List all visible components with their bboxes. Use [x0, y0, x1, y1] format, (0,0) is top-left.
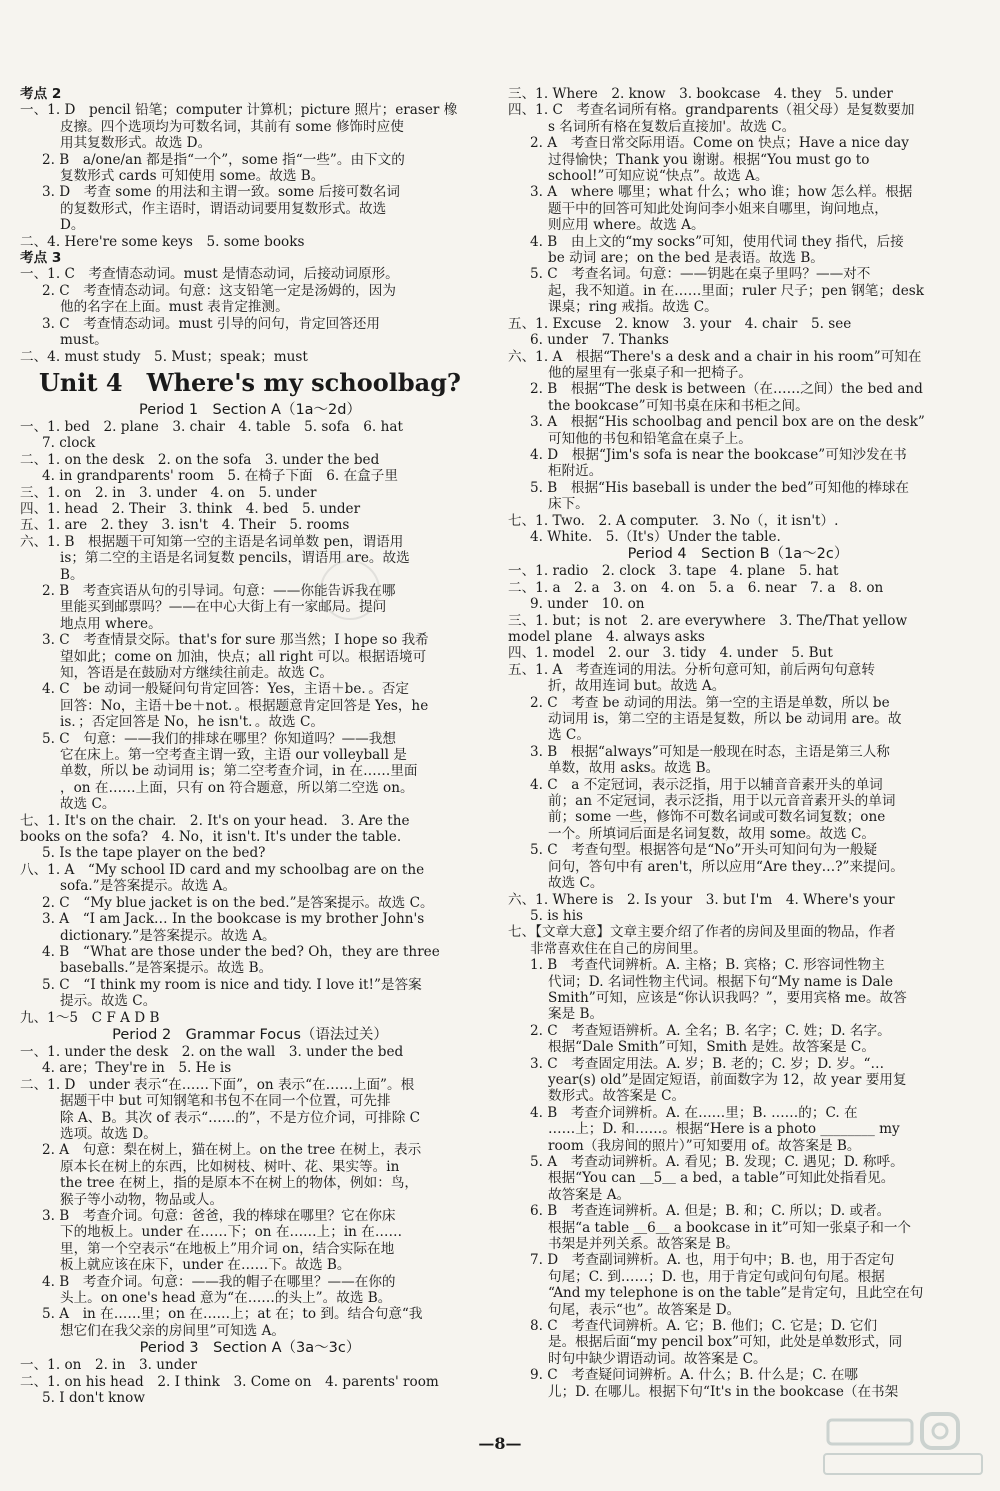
answer-line: 五、1. are 2. they 3. isn't 4. Their 5. rooms [20, 517, 350, 534]
answer-line: 知，答语是在鼓励对方继续往前走。故选 C。 [60, 665, 334, 681]
answer-line: 句尾，表示“也”。故答案是 D。 [548, 1301, 741, 1318]
answer-line: 4. B “What are those under the bed? Oh，they are three [42, 943, 440, 960]
answer-line: 二、4. must study 5. Must；speak；must [20, 348, 308, 365]
section-heading: 考点 2 [20, 86, 62, 102]
answer-line: the tree 在树上，指的是原本不在树上的物体，例如：鸟， [60, 1175, 419, 1192]
answer-line: 三、1. but；is not 2. are everywhere 3. The/That yellow [508, 612, 908, 629]
answer-line: 7. D 考查副词辨析。A. 也，用于句中；B. 也，用于否定句 [530, 1252, 895, 1269]
answer-line: 则应用 where。故选 A。 [548, 217, 705, 234]
answer-line: 九、1～5 C F A D B [20, 1009, 160, 1026]
answer-line: 案是 B。 [548, 1006, 604, 1023]
answer-line: 3. A “I am Jack… In the bookcase is my brother John's [42, 911, 425, 928]
answer-line: 9. under 10. on [530, 596, 645, 613]
answer-line: 5. C “I think my room is nice and tidy. I love it!”是答案 [42, 976, 422, 993]
answer-line: 六、1. A 根据“There's a desk and a chair in his room”可知在 [508, 348, 922, 365]
answer-line: 4. C a 不定冠词，表示泛指，用于以辅音音素开头的单词 [530, 776, 883, 793]
answer-line: 想它们在我父亲的房间里”可知选 A。 [60, 1322, 285, 1339]
answer-line: year(s) old”是固定短语，前面数字为 12，故 year 要用复 [548, 1071, 907, 1088]
answer-line: 单数，所以 be 动词用 is；第二空考查介词，in 在……里面 [60, 763, 418, 780]
answer-line: 问句，答句中有 aren't，所以应用“Are they…?”来提问。 [548, 858, 904, 875]
answer-line: 2. C 考查 be 动词的用法。第一空的主语是单数，所以 be [530, 694, 890, 711]
answer-line: 代词；D. 名词性物主代词。根据下句“My name is Dale [548, 973, 893, 990]
answer-line: 2. A 句意：梨在树上，猫在树上。on the tree 在树上，表示 [42, 1142, 422, 1159]
answer-line: 2. C 考查短语辨析。A. 全名；B. 名字；C. 姓；D. 名字。 [530, 1022, 891, 1039]
answer-line: 一、1. D pencil 铅笔；computer 计算机；picture 照片；eraser 橡 [20, 102, 458, 119]
answer-line: 复数形式 cards 可知使用 some。故选 B。 [60, 168, 325, 185]
answer-line: 据题干中 but 可知钢笔和书包不在同一个位置，可先排 [60, 1093, 391, 1110]
answer-line: 用其复数形式。故选 D。 [60, 135, 212, 152]
period-heading: Period 1 Section A（1a～2d） [139, 401, 361, 418]
answer-line: 他的名字在上面。must 表肯定推测。 [60, 299, 289, 316]
answer-line: 七、1. It's on the chair. 2. It's on your head. 3. Are the [20, 812, 410, 829]
answer-line: 三、1. Where 2. know 3. bookcase 4. they 5. under [508, 86, 893, 102]
answer-line: 5. A 考查动词辨析。A. 看见；B. 发现；C. 遇见；D. 称呼。 [530, 1154, 904, 1170]
answer-line: 头上。on one's head 意为“在……的头上”。故选 B。 [60, 1290, 392, 1307]
answer-line: 里，第一个空表示“在地板上”用介词 on，结合实际在地 [60, 1240, 395, 1257]
answer-line: baseballs.”是答案提示。故选 B。 [60, 960, 273, 977]
answer-line: be 动词 are；on the bed 是表语。故选 B。 [548, 250, 824, 267]
answer-line: 四、1. C 考查名词所有格。grandparents（祖父母）是复数要加 [508, 102, 915, 119]
answer-line: sofa.”是答案提示。故选 A。 [60, 878, 237, 895]
answer-line: 起，我不知道。in 在……里面；ruler 尺子；pen 钢笔；desk [548, 282, 924, 299]
answer-line: 3. C 考查情态动词。must 引导的问句，肯定回答还用 [42, 315, 380, 332]
answer-line: “And my telephone is on the table”是肯定句，且此空在句 [548, 1285, 924, 1302]
answer-line: 二、1. D under 表示“在……下面”，on 表示“在……上面”。根 [20, 1076, 415, 1093]
answer-line: 2. B a/one/an 都是指“一个”，some 指“一些”。由下文的 [42, 151, 405, 168]
period-heading: Period 3 Section A（3a～3c） [139, 1340, 361, 1357]
answer-line: 二、1. on his head 2. I think 3. Come on 4. parents' room [20, 1373, 439, 1390]
answer-line: 一、1. under the desk 2. on the wall 3. under the bed [20, 1043, 404, 1060]
answer-line: 4. are；They're in 5. He is [42, 1060, 232, 1077]
answer-line: 2. A 考查日常交际用语。Come on 快点；Have a nice day [530, 135, 909, 152]
answer-line: 4. White. 5.（It's）Under the table. [530, 528, 781, 545]
answer-line: 八、1. A “My school ID card and my schoolbag are on the [20, 861, 425, 878]
answer-line: is．；否定回答是 No，he isn't．。故选 C。 [60, 714, 324, 731]
answer-line: 1. B 考查代词辨析。A. 主格；B. 宾格；C. 形容词性物主 [530, 957, 885, 974]
answer-line: 根据“Dale Smith”可知，Smith 是姓。故答案是 C。 [548, 1039, 875, 1056]
left-column [20, 86, 480, 1406]
answer-line: 六、1. B 根据题干可知第一空的主语是名词单数 pen，谓语用 [20, 533, 404, 550]
answer-line: is；第二空的主语是名词复数 pencils，谓语用 are。故选 [60, 550, 410, 567]
answer-line: 单数，故用 asks。故选 B。 [548, 760, 720, 777]
answer-line: 7. clock [42, 435, 96, 452]
answer-line: 里能买到邮票吗？——在中心大街上有一家邮局。提问 [60, 599, 387, 616]
answer-line: B。 [60, 566, 84, 583]
answer-line: 6. under 7. Thanks [530, 332, 669, 349]
answer-line: 六、1. Where is 2. Is your 3. but I'm 4. Where's your [508, 891, 895, 908]
answer-line: D。 [60, 217, 85, 234]
answer-line: 七、1. Two. 2. A computer. 3. No（，it isn't）. [508, 512, 839, 529]
answer-line: 它在床上。第一空考查主谓一致，主语 our volleyball 是 [60, 747, 407, 764]
answer-line: 二、1. on the desk 2. on the sofa 3. under the bed [20, 451, 380, 468]
answer-line: 一、1. C 考查情态动词。must 是情态动词，后接动词原形。 [20, 266, 399, 283]
answer-line: 一、1. on 2. in 3. under [20, 1357, 198, 1374]
period-heading: Period 4 Section B（1a～2c） [627, 546, 849, 563]
answer-line: 二、1. a 2. a 3. on 4. on 5. a 6. near 7. a 8. on [508, 579, 884, 596]
period-heading: Period 2 Grammar Focus（语法过关） [112, 1026, 388, 1043]
answer-line: 5. C 句意：——我们的排球在哪里？你知道吗？——我想 [42, 730, 396, 747]
answer-line: 4. B 由上文的“my socks”可知，使用代词 they 指代，后接 [530, 233, 904, 250]
answer-line: 儿；D. 在哪儿。根据下句“It's in the bookcase（在书架 [548, 1383, 899, 1400]
answer-line: 非常喜欢住在自己的房间里。 [530, 940, 707, 957]
right-column [508, 86, 968, 1400]
unit-title: Unit 4 Where's my schoolbag? [38, 367, 461, 397]
answer-line: 选项。故选 D。 [60, 1125, 157, 1142]
answer-line: 一个。所填词后面是名词复数，故用 some。故选 C。 [548, 825, 876, 842]
answer-line: books on the sofa? 4. No，it isn't. It's under the table. [20, 829, 402, 846]
answer-line: 5. I don't know [42, 1390, 145, 1407]
answer-line: 猴子等小动物，物品或人。 [60, 1191, 224, 1208]
answer-line: 3. B 根据“always”可知是一般现在时态，主语是第三人称 [530, 743, 890, 760]
answer-line: 折，故用连词 but。故选 A。 [548, 678, 726, 695]
answer-line: 数形式。故答案是 C。 [548, 1088, 686, 1105]
answer-line: 可知他的书包和铅笔盒在桌子上。 [548, 430, 752, 447]
answer-line: 9. C 考查疑问词辨析。A. 什么；B. 什么是；C. 在哪 [530, 1367, 859, 1384]
answer-line: 选 C。 [548, 727, 590, 744]
answer-line: 3. A where 哪里；what 什么；who 谁；how 怎么样。根据 [530, 184, 913, 201]
answer-line: 的复数形式，作主语时，谓语动词要用复数形式。故选 [60, 200, 387, 217]
answer-line: 他的屋里有一张桌子和一把椅子。 [548, 364, 752, 381]
answer-line: 课桌；ring 戒指。故选 C。 [548, 299, 718, 316]
answer-line: 前；some 一些，修饰不可数名词或可数名词复数；one [548, 809, 886, 826]
answer-line: 四、1. model 2. our 3. tidy 4. under 5. But [508, 645, 833, 662]
answer-line: 5. A in 在……里；on 在……上；at 在；to 到。结合句意“我 [42, 1306, 423, 1323]
page-number: —8— [478, 1434, 522, 1453]
answer-line: 过得愉快；Thank you 谢谢。根据“You must go to [548, 151, 870, 168]
stamp-watermark [320, 560, 380, 620]
answer-line: 2. C “My blue jacket is on the bed.”是答案提示。故选 C。 [42, 894, 434, 911]
answer-line: 二、4. Here're some keys 5. some books [20, 233, 305, 250]
answer-line: 时句中缺少谓语动词。故答案是 C。 [548, 1350, 767, 1367]
answer-line: 皮擦。四个选项均为可数名词，其前有 some 修饰时应使 [60, 118, 404, 135]
answer-line: 3. C 考查固定用法。A. 岁；B. 老的；C. 岁；D. 岁。“… [530, 1055, 885, 1072]
answer-line: 一、1. bed 2. plane 3. chair 4. table 5. sofa 6. hat [20, 418, 403, 435]
answer-line: 故选 C。 [60, 796, 116, 813]
answer-line: ……上；D. 和……。根据“Here is a photo ________ my [548, 1121, 900, 1138]
answer-line: 题干中的回答可知此处询问李小姐来自哪里，询问地点， [548, 200, 888, 217]
answer-line: school!”可知应说“快点”。故选 A。 [548, 168, 769, 185]
answer-line: 5. Is the tape player on the bed? [42, 845, 266, 862]
answer-line: 5. C 考查句型。根据答句是“No”开头可知问句为一般疑 [530, 842, 878, 859]
answer-line: 四、1. head 2. Their 3. think 4. bed 5. under [20, 500, 361, 517]
answer-line: 地点用 where。 [60, 615, 162, 632]
section-heading: 考点 3 [20, 250, 62, 267]
answer-line: 床下。 [548, 496, 589, 513]
answer-line: 柜附近。 [548, 463, 603, 480]
answer-line: 故答案是 A。 [548, 1186, 631, 1203]
answer-line: 原本长在树上的东西，比如树枝、树叶、花、果实等。in [60, 1158, 400, 1175]
answer-line: 3. A 根据“His schoolbag and pencil box are on the desk” [530, 414, 925, 431]
answer-line: 5. C 考查名词。句意：——钥匙在桌子里吗？——对不 [530, 266, 871, 283]
answer-line: 5. B 根据“His baseball is under the bed”可知他的棒球在 [530, 479, 910, 496]
answer-line: 三、1. on 2. in 3. under 4. on 5. under [20, 484, 317, 501]
answer-line: 4. B 考查介词。句意：——我的帽子在哪里？——在你的 [42, 1273, 396, 1290]
answer-line: 七、【文章大意】文章主要介绍了作者的房间及里面的物品，作者 [508, 924, 896, 941]
answer-line: 前；an 不定冠词，表示泛指，用于以元音音素开头的单词 [548, 793, 896, 810]
answer-line: 5. is his [530, 907, 584, 924]
answer-line: 8. C 考查代词辨析。A. 它；B. 他们；C. 它是；D. 它们 [530, 1318, 878, 1335]
answer-line: 4. B 考查介词辨析。A. 在……里；B. ……的；C. 在 [530, 1104, 858, 1121]
answer-line: 回答：No，主语＋be＋not．。根据题意肯定回答是 Yes，he [60, 697, 429, 714]
answer-line: 根据“You can ＿5＿ a bed，a table”可知此处指看见。 [548, 1170, 895, 1187]
watermark-logo [818, 1412, 988, 1478]
answer-line: 句尾；C. 到……；D. 也，用于肯定句或问句句尾。根据 [548, 1268, 885, 1285]
answer-line: 五、1. A 考查连词的用法。分析句意可知，前后两句句意转 [508, 661, 875, 678]
answer-line: 4. C be 动词一般疑问句肯定回答：Yes，主语＋be．。否定 [42, 681, 409, 698]
answer-line: 3. C 考查情景交际。that's for sure 那当然；I hope so 我希 [42, 632, 429, 649]
answer-line: 板上就应该在床下，under 在……下。故选 B。 [60, 1257, 351, 1274]
answer-line: 书架是并列关系。故答案是 B。 [548, 1236, 740, 1253]
answer-line: 2. B 考查宾语从句的引导词。句意：——你能告诉我在哪 [42, 582, 396, 599]
answer-line: 故选 C。 [548, 875, 604, 892]
answer-line: 3. B 考查介词。句意：爸爸，我的棒球在哪里？它在你床 [42, 1208, 396, 1224]
answer-line: 提示。故选 C。 [60, 993, 157, 1010]
answer-line: 根据“a table ＿6＿ a bookcase in it”可知一张桌子和一个 [548, 1219, 912, 1236]
answer-line: s 名词所有格在复数后直接加'。故选 C。 [548, 118, 796, 135]
answer-line: 下的地板上。under 在……下；on 在……上；in 在…… [60, 1224, 403, 1241]
answer-line: must。 [60, 332, 108, 349]
answer-line: 4. in grandparents' room 5. 在椅子下面 6. 在盒子里 [42, 468, 398, 485]
answer-line: 2. B 根据“The desk is between（在……之间）the bed and [530, 381, 923, 398]
answer-line: 6. B 考查连词辨析。A. 但是；B. 和；C. 所以；D. 或者。 [530, 1203, 891, 1220]
answer-line: the bookcase”可知书桌在床和书柜之间。 [548, 397, 809, 414]
answer-line: ，on 在……上面，只有 on 符合题意，所以第二空选 on。 [60, 779, 414, 796]
answer-line: dictionary.”是答案提示。故选 A。 [60, 927, 276, 944]
answer-line: 五、1. Excuse 2. know 3. your 4. chair 5. see [508, 315, 852, 332]
answer-line: 2. C 考查情态动词。句意：这支铅笔一定是汤姆的，因为 [42, 282, 396, 299]
answer-line: 一、1. radio 2. clock 3. tape 4. plane 5. hat [508, 563, 839, 580]
answer-line: Smith”可知，应该是“你认识我吗？”，要用宾格 me。故答 [548, 989, 907, 1006]
answer-line: 3. D 考查 some 的用法和主谓一致。some 后接可数名词 [42, 184, 401, 201]
answer-line: 是。根据后面“my pencil box”可知，此处是单数形式，同 [548, 1334, 903, 1351]
answer-line: 望如此；come on 加油，快点；all right 可以。根据语境可 [60, 648, 427, 665]
answer-line: 动词用 is，第二空的主语是复数，所以 be 动词用 are。故 [548, 711, 902, 728]
answer-line: 除 A、B。其次 of 表示“……的”，不是方位介词，可排除 C [60, 1109, 421, 1126]
answer-line: 4. D 根据“Jim's sofa is near the bookcase”可知沙发在书 [530, 446, 907, 463]
answer-line: room（我房间的照片）”可知要用 of。故答案是 B。 [548, 1137, 861, 1154]
answer-line: model plane 4. always asks [508, 629, 705, 645]
